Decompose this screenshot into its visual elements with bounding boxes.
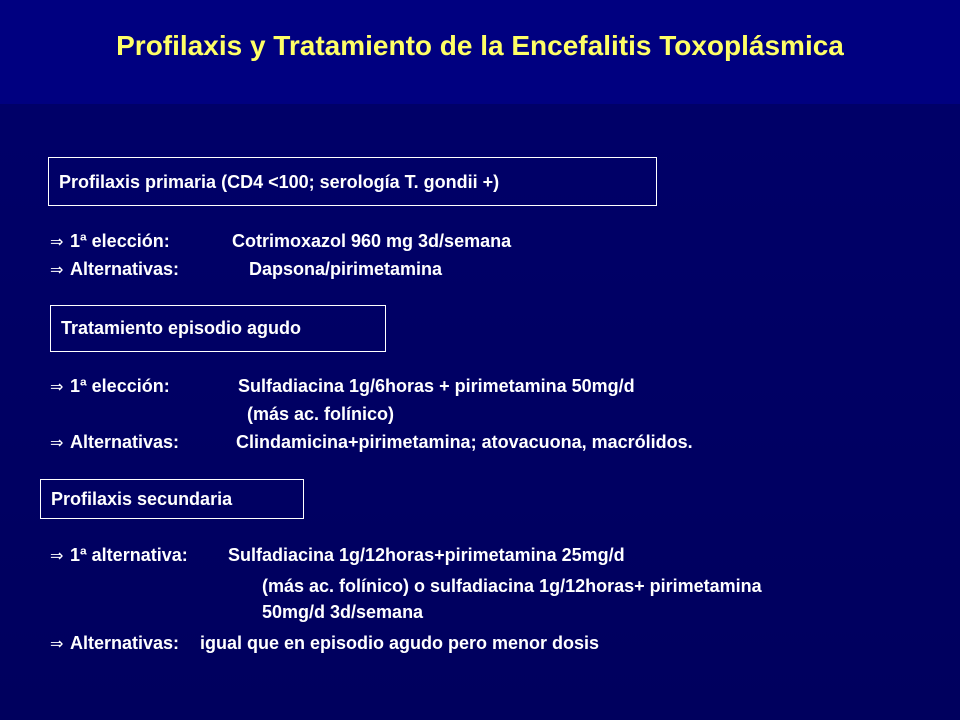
arrow-icon: ⇒ xyxy=(50,377,64,396)
item-label: 1ª elección: xyxy=(70,376,170,396)
section-heading-primary-text: Profilaxis primaria (CD4 <100; serología T. gondii +) xyxy=(59,172,500,192)
section-heading-acute xyxy=(50,305,386,352)
section-heading-primary xyxy=(48,157,657,206)
list-item xyxy=(50,545,625,566)
list-item xyxy=(50,376,635,397)
item-label: 1ª elección: xyxy=(70,231,170,251)
item-continuation: (más ac. folínico) xyxy=(247,404,395,424)
item-label: Alternativas: xyxy=(70,259,180,279)
arrow-icon: ⇒ xyxy=(50,634,64,653)
list-item xyxy=(50,259,442,280)
item-label: Alternativas: xyxy=(70,633,180,653)
arrow-icon: ⇒ xyxy=(50,260,64,279)
item-value: igual que en episodio agudo pero menor dosis xyxy=(200,633,600,653)
list-item xyxy=(50,633,599,654)
item-value: Clindamicina+pirimetamina; atovacuona, macrólidos. xyxy=(236,432,693,452)
item-value: Sulfadiacina 1g/12horas+pirimetamina 25mg/d xyxy=(228,545,625,565)
list-item xyxy=(50,432,693,453)
arrow-icon: ⇒ xyxy=(50,433,64,452)
item-value: Cotrimoxazol 960 mg 3d/semana xyxy=(232,231,512,251)
section-heading-secondary xyxy=(40,479,304,519)
item-continuation: (más ac. folínico) o sulfadiacina 1g/12horas+ pirimetamina xyxy=(262,576,762,596)
list-item xyxy=(50,231,511,252)
item-label: 1ª alternativa: xyxy=(70,545,188,565)
item-label: Alternativas: xyxy=(70,432,180,452)
arrow-icon: ⇒ xyxy=(50,232,64,251)
section-heading-acute-text: Tratamiento episodio agudo xyxy=(61,318,302,338)
arrow-icon: ⇒ xyxy=(50,546,64,565)
item-value: Sulfadiacina 1g/6horas + pirimetamina 50mg/d xyxy=(238,376,635,396)
section-heading-secondary-text: Profilaxis secundaria xyxy=(51,489,233,509)
item-continuation: 50mg/d 3d/semana xyxy=(262,602,424,622)
slide-title: Profilaxis y Tratamiento de la Encefalitis Toxoplásmica xyxy=(116,30,844,61)
item-value: Dapsona/pirimetamina xyxy=(249,259,443,279)
